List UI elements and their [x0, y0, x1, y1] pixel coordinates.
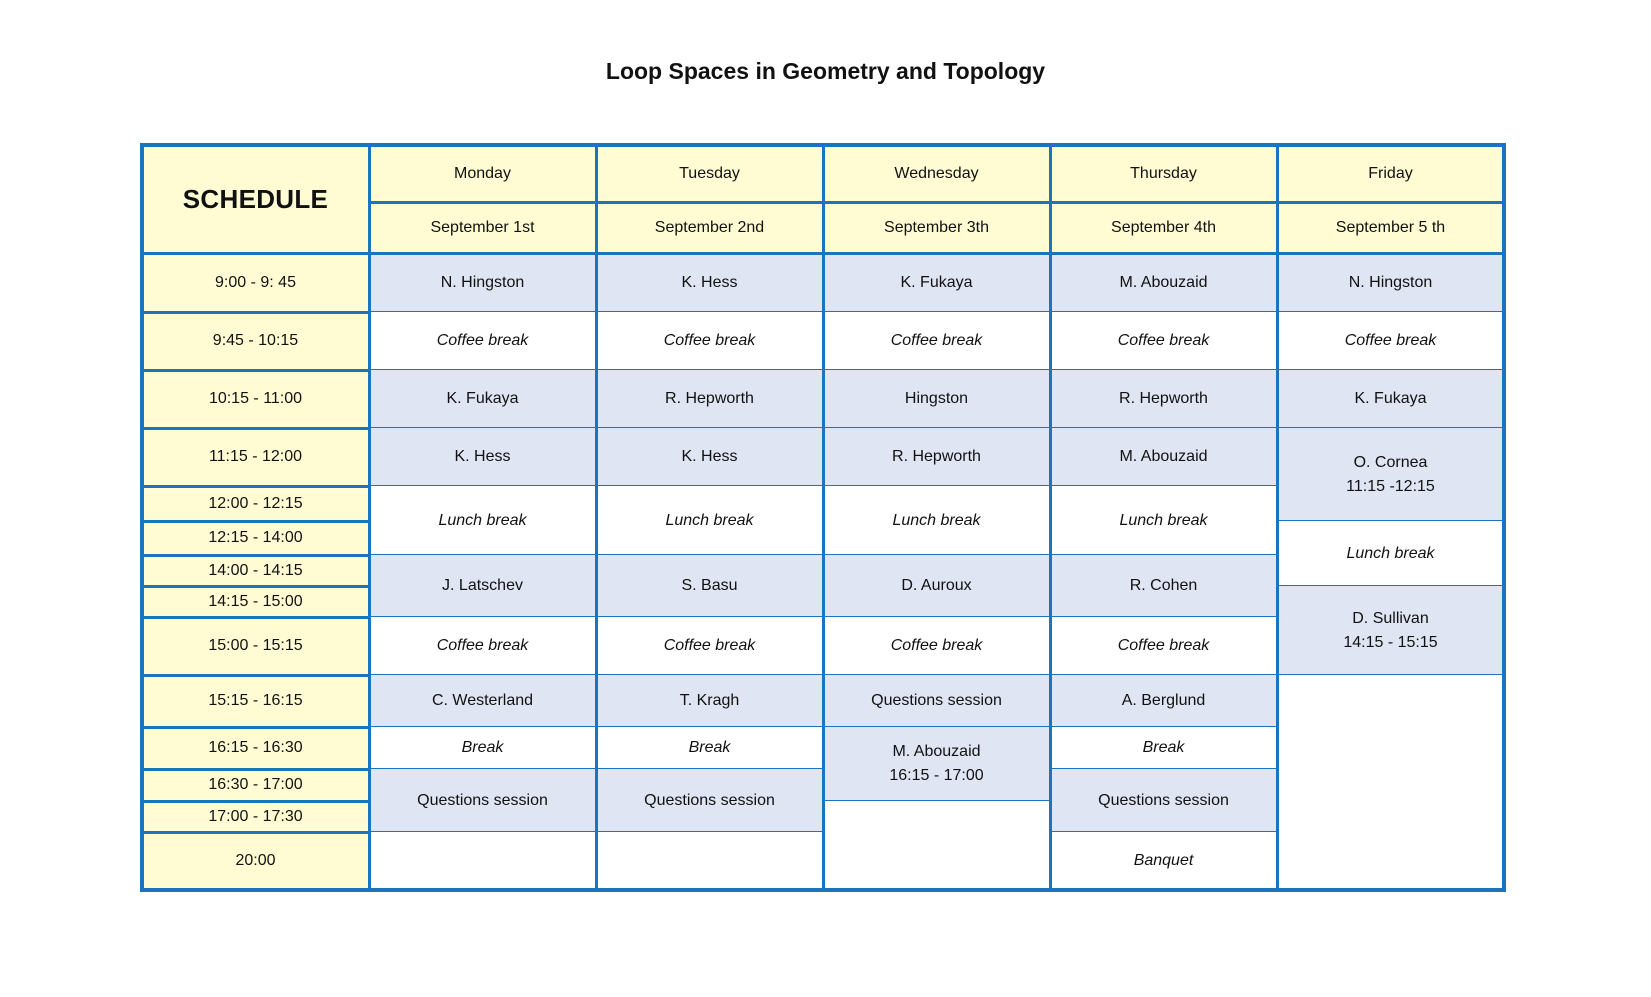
session-monday-label: Break — [461, 739, 504, 756]
time-slot-label: 20:00 — [235, 852, 276, 869]
session-tuesday — [596, 617, 823, 675]
session-friday-time: 11:15 -12:15 — [1346, 477, 1435, 495]
grid-line — [141, 831, 371, 834]
session-thursday — [1050, 486, 1277, 555]
session-monday-label: K. Hess — [454, 448, 511, 465]
time-slot — [142, 555, 369, 586]
session-monday-label: C. Westerland — [431, 692, 534, 709]
grid-line — [1276, 144, 1279, 892]
session-wednesday-label: Lunch break — [892, 511, 981, 529]
session-tuesday — [596, 675, 823, 727]
session-thursday — [1050, 832, 1277, 890]
session-tuesday — [596, 486, 823, 555]
time-slot-label: 9:45 - 10:15 — [212, 332, 299, 349]
grid-line — [141, 674, 371, 677]
day-header-tuesday-label: Tuesday — [679, 164, 740, 182]
date-header-tuesday — [596, 202, 823, 253]
session-wednesday-time: 16:15 - 17:00 — [889, 767, 984, 784]
time-slot-label: 15:00 - 15:15 — [208, 637, 303, 654]
grid-line — [368, 201, 1506, 204]
session-thursday — [1050, 312, 1277, 370]
time-slot — [142, 428, 369, 486]
date-header-thursday — [1050, 202, 1277, 253]
session-tuesday-label: Questions session — [644, 791, 775, 809]
time-slot-label: 12:15 - 14:00 — [208, 529, 303, 546]
time-slot — [142, 521, 369, 555]
session-friday-time: 14:15 - 15:15 — [1343, 633, 1438, 651]
session-monday — [369, 428, 596, 486]
time-slot-label: 16:15 - 16:30 — [208, 739, 303, 756]
day-header-monday-label: Monday — [454, 164, 511, 182]
time-slot — [142, 727, 369, 769]
time-slot — [142, 370, 369, 428]
session-monday-label: N. Hingston — [440, 273, 525, 291]
session-tuesday — [596, 253, 823, 312]
grid-line — [141, 554, 371, 557]
day-header-tuesday — [596, 145, 823, 202]
session-friday-label: K. Fukaya — [1354, 390, 1427, 407]
session-thursday — [1050, 253, 1277, 312]
session-tuesday — [596, 555, 823, 617]
session-thursday — [1050, 727, 1277, 769]
grid-line — [141, 485, 371, 488]
grid-line — [141, 311, 371, 314]
session-thursday — [1050, 428, 1277, 486]
session-wednesday-label: Coffee break — [890, 332, 983, 349]
session-wednesday-label: R. Hepworth — [892, 448, 981, 465]
session-wednesday — [823, 801, 1050, 890]
session-wednesday — [823, 428, 1050, 486]
time-slot-label: 10:15 - 11:00 — [208, 390, 303, 407]
grid-line — [595, 144, 598, 892]
date-header-monday — [369, 202, 596, 253]
session-thursday-label: Break — [1142, 739, 1185, 756]
day-header-friday-label: Friday — [1368, 164, 1413, 182]
session-friday — [1277, 312, 1504, 370]
grid-line — [141, 369, 371, 372]
session-tuesday — [596, 769, 823, 832]
grid-line — [141, 520, 371, 523]
session-thursday-label: Coffee break — [1117, 332, 1210, 349]
session-thursday — [1050, 617, 1277, 675]
session-wednesday-label: Hingston — [904, 390, 969, 407]
grid-line — [141, 585, 371, 588]
session-tuesday-label: Coffee break — [663, 332, 756, 349]
date-header-tuesday-label: September 2nd — [654, 218, 765, 236]
session-tuesday-label: K. Hess — [681, 273, 738, 291]
session-wednesday — [823, 370, 1050, 428]
session-wednesday — [823, 727, 1050, 801]
session-thursday-label: Lunch break — [1119, 511, 1208, 529]
grid-line — [1502, 143, 1506, 892]
session-friday — [1277, 586, 1504, 675]
date-header-monday-label: September 1st — [430, 218, 535, 236]
session-thursday-label: Questions session — [1098, 791, 1229, 809]
session-monday-label: K. Fukaya — [446, 390, 519, 407]
session-thursday-label: Banquet — [1133, 852, 1194, 869]
grid-line — [140, 888, 1506, 892]
time-slot — [142, 769, 369, 801]
session-friday-label: D. Sullivan — [1352, 609, 1429, 627]
session-monday-label: Lunch break — [438, 511, 527, 529]
session-monday — [369, 832, 596, 890]
day-header-thursday-label: Thursday — [1130, 164, 1197, 182]
session-monday — [369, 617, 596, 675]
session-thursday-label: R. Cohen — [1129, 577, 1198, 594]
session-wednesday-label: Coffee break — [890, 637, 983, 654]
time-slot — [142, 486, 369, 521]
session-thursday — [1050, 555, 1277, 617]
session-friday-label: N. Hingston — [1348, 273, 1433, 291]
session-thursday-label: R. Hepworth — [1119, 390, 1208, 407]
time-slot — [142, 586, 369, 617]
session-thursday-label: M. Abouzaid — [1119, 273, 1208, 291]
session-monday-label: Coffee break — [436, 332, 529, 349]
session-wednesday-label: M. Abouzaid — [892, 743, 981, 760]
session-wednesday — [823, 253, 1050, 312]
session-wednesday — [823, 555, 1050, 617]
time-slot — [142, 832, 369, 890]
day-header-monday — [369, 145, 596, 202]
time-slot — [142, 253, 369, 312]
session-wednesday-label: Questions session — [871, 692, 1002, 709]
session-friday — [1277, 253, 1504, 312]
time-slot-label: 16:30 - 17:00 — [208, 776, 303, 793]
time-slot-label: 14:15 - 15:00 — [208, 592, 303, 610]
grid-line — [141, 616, 371, 619]
grid-line — [822, 144, 825, 892]
page-title: Loop Spaces in Geometry and Topology — [605, 58, 1046, 84]
day-header-friday — [1277, 145, 1504, 202]
day-header-thursday — [1050, 145, 1277, 202]
session-tuesday-label: Break — [688, 739, 731, 756]
session-thursday — [1050, 769, 1277, 832]
session-monday-label: Questions session — [417, 791, 548, 809]
session-wednesday-label: D. Auroux — [901, 577, 972, 594]
session-tuesday — [596, 727, 823, 769]
time-slot-label: 14:00 - 14:15 — [208, 561, 303, 579]
session-tuesday — [596, 428, 823, 486]
session-friday — [1277, 370, 1504, 428]
session-friday-label: Lunch break — [1346, 544, 1435, 562]
time-slot-label: 9:00 - 9: 45 — [215, 273, 296, 291]
time-slot — [142, 675, 369, 727]
session-wednesday — [823, 617, 1050, 675]
date-header-friday-label: September 5 th — [1335, 218, 1446, 236]
time-slot — [142, 312, 369, 370]
grid-line — [141, 427, 371, 430]
session-wednesday — [823, 486, 1050, 555]
session-tuesday — [596, 832, 823, 890]
date-header-wednesday — [823, 202, 1050, 253]
session-friday-label: Coffee break — [1344, 332, 1437, 349]
session-thursday-label: Coffee break — [1117, 637, 1210, 654]
time-slot-label: 11:15 - 12:00 — [208, 448, 303, 465]
session-monday-label: Coffee break — [436, 637, 529, 654]
session-monday — [369, 769, 596, 832]
session-wednesday-label: K. Fukaya — [900, 273, 973, 291]
time-slot — [142, 617, 369, 675]
session-monday — [369, 312, 596, 370]
time-slot — [142, 801, 369, 832]
session-monday-label: J. Latschev — [442, 577, 523, 594]
session-thursday-label: A. Berglund — [1121, 692, 1206, 709]
session-monday — [369, 253, 596, 312]
time-slot-label: 12:00 - 12:15 — [208, 494, 303, 512]
session-tuesday-label: K. Hess — [681, 448, 738, 465]
session-thursday — [1050, 370, 1277, 428]
session-tuesday-label: Coffee break — [663, 637, 756, 654]
date-header-thursday-label: September 4th — [1111, 218, 1216, 236]
session-monday — [369, 370, 596, 428]
session-friday — [1277, 521, 1504, 586]
date-header-wednesday-label: September 3th — [884, 218, 989, 236]
day-header-wednesday — [823, 145, 1050, 202]
session-thursday-label: M. Abouzaid — [1119, 448, 1208, 465]
session-wednesday — [823, 675, 1050, 727]
session-tuesday-label: S. Basu — [681, 577, 738, 594]
grid-line — [141, 768, 371, 771]
session-monday — [369, 675, 596, 727]
session-monday — [369, 555, 596, 617]
grid-line — [140, 143, 144, 892]
session-friday — [1277, 428, 1504, 521]
grid-line — [1049, 144, 1052, 892]
session-monday — [369, 486, 596, 555]
session-friday — [1277, 675, 1504, 890]
session-tuesday — [596, 312, 823, 370]
grid-line — [141, 800, 371, 803]
session-thursday — [1050, 675, 1277, 727]
day-header-wednesday-label: Wednesday — [894, 164, 979, 182]
session-monday — [369, 727, 596, 769]
schedule-corner — [142, 145, 369, 253]
session-tuesday — [596, 370, 823, 428]
session-tuesday-label: T. Kragh — [679, 692, 740, 709]
grid-line — [141, 726, 371, 729]
time-slot-label: 15:15 - 16:15 — [208, 692, 303, 709]
session-tuesday-label: R. Hepworth — [665, 390, 754, 407]
session-wednesday — [823, 312, 1050, 370]
schedule-corner-label: SCHEDULE — [182, 183, 329, 214]
session-friday-label: O. Cornea — [1353, 453, 1428, 471]
time-slot-label: 17:00 - 17:30 — [208, 807, 303, 825]
session-tuesday-label: Lunch break — [665, 511, 754, 529]
grid-line — [140, 143, 1506, 147]
grid-line — [368, 144, 371, 892]
date-header-friday — [1277, 202, 1504, 253]
